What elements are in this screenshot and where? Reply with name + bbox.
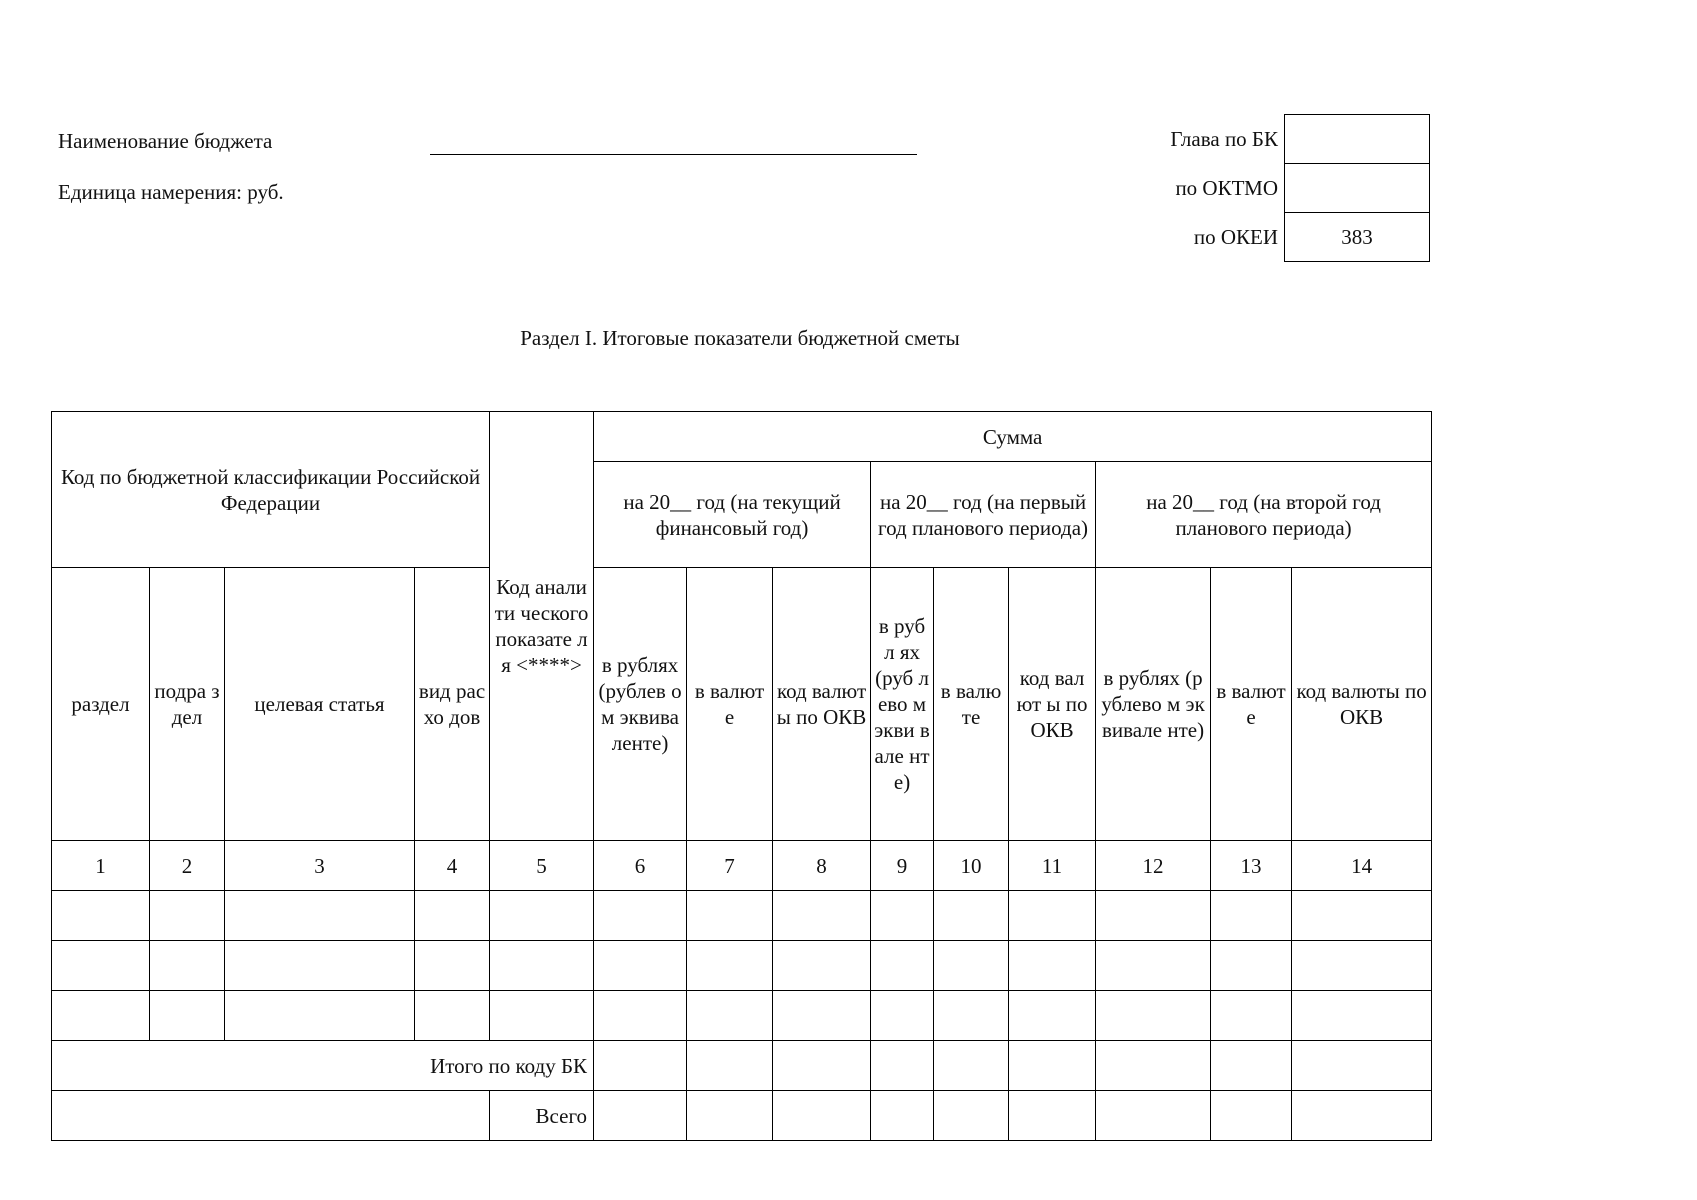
column-number: 11 — [1009, 841, 1096, 891]
column-number: 13 — [1211, 841, 1292, 891]
oktmo-value[interactable] — [1285, 164, 1430, 213]
table-cell[interactable] — [1009, 1041, 1096, 1091]
table-cell[interactable] — [871, 991, 934, 1041]
table-cell[interactable] — [1292, 991, 1432, 1041]
sum-header: Сумма — [594, 412, 1432, 462]
table-cell[interactable] — [773, 1091, 871, 1141]
grand-total-label: Всего — [490, 1091, 594, 1141]
table-cell[interactable] — [934, 1041, 1009, 1091]
col-p3-currency-header: в валют е — [1211, 568, 1292, 841]
table-cell[interactable] — [687, 1091, 773, 1141]
table-cell[interactable] — [871, 1041, 934, 1091]
table-cell[interactable] — [594, 941, 687, 991]
column-number: 10 — [934, 841, 1009, 891]
unit-label: Единица намерения: руб. — [58, 180, 284, 204]
table-cell[interactable] — [773, 991, 871, 1041]
col-target-article-header: целевая статья — [225, 568, 415, 841]
table-cell[interactable] — [1096, 941, 1211, 991]
total-bk-label: Итого по коду БК — [52, 1041, 594, 1091]
col-p1-rub-header: в рублях (рублев ом эквива ленте) — [594, 568, 687, 841]
table-cell[interactable] — [1009, 1091, 1096, 1141]
table-cell[interactable] — [225, 941, 415, 991]
table-cell[interactable] — [1211, 1041, 1292, 1091]
chapter-bk-label: Глава по БК — [1170, 126, 1278, 151]
table-cell[interactable] — [687, 891, 773, 941]
period-current-header: на 20__ год (на текущий финансовый год) — [594, 462, 871, 568]
table-cell[interactable] — [1096, 991, 1211, 1041]
table-cell[interactable] — [934, 941, 1009, 991]
grand-total-blank — [52, 1091, 490, 1141]
table-cell[interactable] — [1096, 891, 1211, 941]
table-cell[interactable] — [150, 941, 225, 991]
analytic-code-header: Код аналити ческого показате ля <****> — [490, 412, 594, 841]
table-cell[interactable] — [687, 1041, 773, 1091]
budget-name-label: Наименование бюджета — [58, 129, 273, 153]
column-number: 14 — [1292, 841, 1432, 891]
table-cell[interactable] — [1009, 991, 1096, 1041]
table-cell[interactable] — [1096, 1041, 1211, 1091]
table-cell[interactable] — [1211, 1091, 1292, 1141]
col-p1-okv-header: код валюты по ОКВ — [773, 568, 871, 841]
column-number: 8 — [773, 841, 871, 891]
table-row — [52, 991, 1432, 1041]
table-cell[interactable] — [934, 1091, 1009, 1141]
col-p2-okv-header: код валют ы по ОКВ — [1009, 568, 1096, 841]
column-number: 5 — [490, 841, 594, 891]
code-row-oktmo — [1170, 164, 1429, 213]
code-row-chapter — [1170, 115, 1429, 164]
okei-label: по ОКЕИ — [1193, 224, 1278, 249]
column-number: 3 — [225, 841, 415, 891]
table-cell[interactable] — [871, 891, 934, 941]
col-subsection-header: подра здел — [150, 568, 225, 841]
table-cell[interactable] — [934, 991, 1009, 1041]
table-cell[interactable] — [225, 991, 415, 1041]
table-cell[interactable] — [150, 991, 225, 1041]
table-cell[interactable] — [594, 1091, 687, 1141]
column-number: 6 — [594, 841, 687, 891]
table-row — [52, 941, 1432, 991]
table-cell[interactable] — [1009, 891, 1096, 941]
section-title: Раздел I. Итоговые показатели бюджетной сметы — [520, 326, 960, 350]
table-cell[interactable] — [1292, 1091, 1432, 1141]
table-cell[interactable] — [52, 941, 150, 991]
header-row-sum — [52, 412, 1432, 462]
table-cell[interactable] — [490, 941, 594, 991]
header-row-columns — [52, 568, 1432, 841]
table-cell[interactable] — [1292, 891, 1432, 941]
table-cell[interactable] — [594, 1041, 687, 1091]
table-cell[interactable] — [52, 991, 150, 1041]
table-cell[interactable] — [594, 891, 687, 941]
col-p2-currency-header: в валю те — [934, 568, 1009, 841]
table-cell[interactable] — [490, 991, 594, 1041]
table-cell[interactable] — [225, 891, 415, 941]
table-cell[interactable] — [1292, 941, 1432, 991]
table-cell[interactable] — [687, 941, 773, 991]
grand-total-row — [52, 1091, 1432, 1141]
total-bk-row — [52, 1041, 1432, 1091]
col-p2-rub-header: в рубл ях (руб лево м экви вале нте) — [871, 568, 934, 841]
table-cell[interactable] — [52, 891, 150, 941]
table-cell[interactable] — [773, 891, 871, 941]
table-cell[interactable] — [1009, 941, 1096, 991]
col-expense-type-header: вид расхо дов — [415, 568, 490, 841]
col-p3-rub-header: в рублях (рублево м эквивале нте) — [1096, 568, 1211, 841]
col-p1-currency-header: в валют е — [687, 568, 773, 841]
chapter-bk-value[interactable] — [1285, 115, 1430, 164]
table-cell[interactable] — [871, 1091, 934, 1141]
table-row — [52, 891, 1432, 941]
column-number-row — [52, 841, 1432, 891]
table-cell[interactable] — [1211, 991, 1292, 1041]
column-number: 12 — [1096, 841, 1211, 891]
table-cell[interactable] — [1096, 1091, 1211, 1141]
table-cell[interactable] — [594, 991, 687, 1041]
code-box-table — [1170, 114, 1430, 262]
budget-name-field[interactable] — [430, 130, 917, 155]
bk-group-header: Код по бюджетной классификации Российской Федерации — [52, 412, 490, 568]
column-number: 7 — [687, 841, 773, 891]
table-cell[interactable] — [934, 891, 1009, 941]
column-number: 9 — [871, 841, 934, 891]
col-p3-okv-header: код валюты по ОКВ — [1292, 568, 1432, 841]
table-cell[interactable] — [150, 891, 225, 941]
table-cell[interactable] — [1211, 891, 1292, 941]
table-cell[interactable] — [490, 891, 594, 941]
table-cell[interactable] — [871, 941, 934, 991]
period-first-plan-header: на 20__ год (на первый год планового периода) — [871, 462, 1096, 568]
period-second-plan-header: на 20__ год (на второй год планового периода) — [1096, 462, 1432, 568]
table-cell[interactable] — [687, 991, 773, 1041]
table-cell[interactable] — [773, 941, 871, 991]
table-cell[interactable] — [1292, 1041, 1432, 1091]
table-cell[interactable] — [415, 941, 490, 991]
budget-estimate-table — [51, 411, 1432, 1141]
table-cell[interactable] — [415, 991, 490, 1041]
table-cell[interactable] — [1211, 941, 1292, 991]
column-number: 4 — [415, 841, 490, 891]
col-section-header: раздел — [52, 568, 150, 841]
table-cell[interactable] — [773, 1041, 871, 1091]
okei-value[interactable]: 383 — [1285, 213, 1430, 262]
column-number: 1 — [52, 841, 150, 891]
table-cell[interactable] — [415, 891, 490, 941]
code-row-okei — [1170, 213, 1429, 262]
oktmo-label: по ОКТМО — [1175, 175, 1278, 200]
column-number: 2 — [150, 841, 225, 891]
